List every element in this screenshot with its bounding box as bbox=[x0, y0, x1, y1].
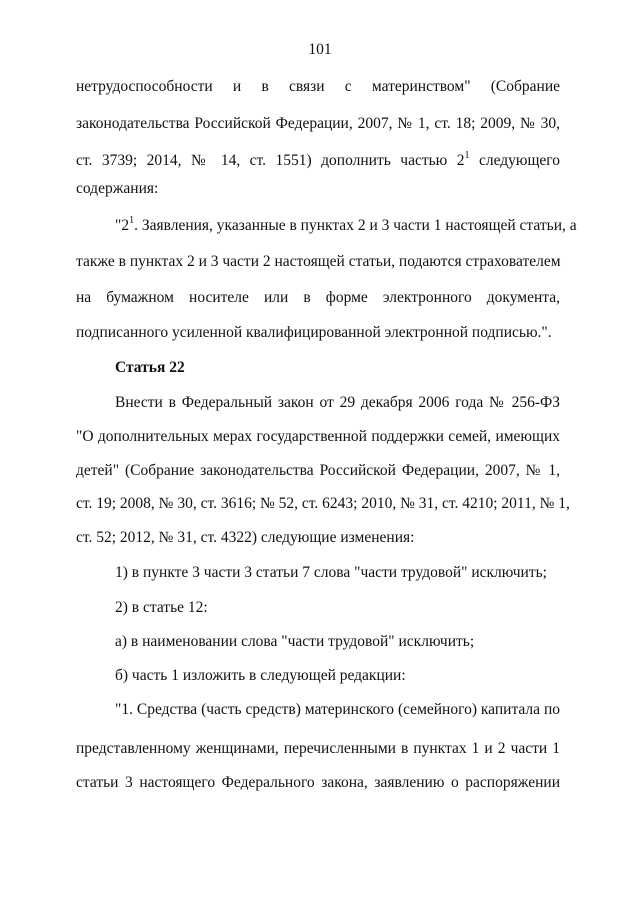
paragraph-line: нетрудоспособности и в связи с материнством" (Собрание bbox=[76, 78, 560, 95]
list-item: 2) в статье 12: bbox=[115, 599, 208, 616]
paragraph-line: детей" (Собрание законодательства Российской Федерации, 2007, № 1, bbox=[76, 462, 560, 479]
paragraph-line: законодательства Российской Федерации, 2007, № 1, ст. 18; 2009, № 30, bbox=[76, 115, 560, 132]
list-item: а) в наименовании слова "части трудовой" исключить; bbox=[115, 633, 475, 650]
article-heading: Статья 22 bbox=[115, 359, 185, 376]
paragraph-line: Внести в Федеральный закон от 29 декабря 2006 года № 256-ФЗ bbox=[115, 394, 560, 411]
list-item: 1) в пункте 3 части 3 статьи 7 слова "части трудовой" исключить; bbox=[115, 564, 547, 581]
page-number: 101 bbox=[308, 41, 332, 58]
paragraph-line: "О дополнительных мерах государственной поддержки семей, имеющих bbox=[76, 428, 560, 445]
quote-line: на бумажном носителе или в форме электронного документа, bbox=[76, 289, 560, 306]
superscript: 1 bbox=[464, 150, 470, 161]
quote-line: статьи 3 настоящего Федерального закона, заявлению о распоряжении bbox=[76, 774, 560, 791]
list-item: б) часть 1 изложить в следующей редакции: bbox=[115, 667, 406, 684]
quote-line: подписанного усиленной квалифицированной электронной подписью.". bbox=[76, 324, 552, 341]
paragraph-line: ст. 52; 2012, № 31, ст. 4322) следующие изменения: bbox=[76, 529, 415, 546]
paragraph-line: ст. 19; 2008, № 30, ст. 3616; № 52, ст. 6243; 2010, № 31, ст. 4210; 2011, № 1, bbox=[76, 495, 570, 512]
quote-line: "$2^1$. Заявления, указанные в пунктах 2 и 3 части 1 настоящей статьи, а bbox=[115, 215, 577, 234]
superscript: 1 bbox=[129, 215, 135, 226]
quote-line: "1. Средства (часть средств) материнского (семейного) капитала по bbox=[115, 701, 560, 718]
quote-line: также в пунктах 2 и 3 части 2 настоящей статьи, подаются страхователем bbox=[76, 253, 561, 270]
quote-line: представленному женщинами, перечисленными в пунктах 1 и 2 части 1 bbox=[76, 740, 560, 757]
paragraph-line: ст. 3739; 2014, № 14, ст. 1551) дополнить частью $2^1$ следующего bbox=[76, 150, 561, 169]
paragraph-line: содержания: bbox=[76, 180, 159, 197]
